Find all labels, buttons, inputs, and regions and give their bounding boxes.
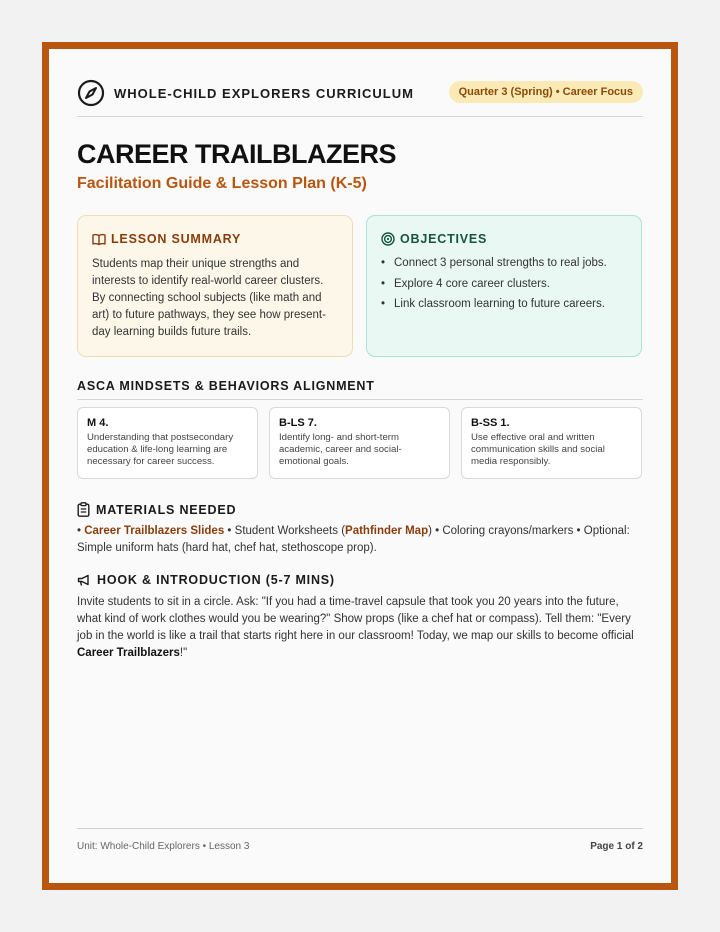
objectives-heading xyxy=(381,232,627,246)
asca-heading-text: ASCA MINDSETS & BEHAVIORS ALIGNMENT xyxy=(77,379,375,393)
hook-text xyxy=(77,594,643,662)
lesson-summary-card xyxy=(77,215,353,357)
objective-item: • Link classroom learning to future careers. xyxy=(381,297,627,311)
page-number: Page 1 of 2 xyxy=(590,841,643,852)
page-subtitle: Facilitation Guide & Lesson Plan (K-5) xyxy=(77,175,367,192)
materials-sep: • Student Worksheets ( xyxy=(224,525,346,537)
objective-item: • Explore 4 core career clusters. xyxy=(381,277,627,291)
brand xyxy=(77,79,414,107)
clipboard-icon xyxy=(77,502,90,517)
asca-text: Use effective oral and written communication skills and social media responsibly. xyxy=(471,432,605,467)
materials-heading-text: MATERIALS NEEDED xyxy=(96,502,237,517)
lesson-summary-heading xyxy=(92,232,338,246)
hook-end: !" xyxy=(179,647,188,659)
objectives-card xyxy=(366,215,642,357)
hook-heading xyxy=(77,573,335,587)
asca-code: B-SS 1. xyxy=(471,417,510,429)
asca-card xyxy=(269,407,450,479)
slides-link[interactable]: Career Trailblazers Slides xyxy=(84,525,225,537)
asca-text: Understanding that postsecondary education & life-long learning are necessary for career success. xyxy=(87,432,234,467)
page-content xyxy=(77,49,643,883)
objectives-title: OBJECTIVES xyxy=(400,232,488,246)
hook-heading-text: HOOK & INTRODUCTION (5-7 MINS) xyxy=(97,573,335,587)
header xyxy=(77,79,643,117)
asca-code: B-LS 7. xyxy=(279,417,317,429)
footer xyxy=(77,828,643,854)
compass-icon xyxy=(77,79,105,107)
page-frame xyxy=(42,42,678,890)
lesson-summary-title: LESSON SUMMARY xyxy=(111,232,242,246)
hook-body: Invite students to sit in a circle. Ask: "If you had a time-travel capsule that took you 20 years into the future, what kind of work clothes would you be wearing?" Show props (like a chef hat or compass). Tell them: "Every job in the world is like a trail that starts right here in our classroom! Today, we map our skills to become official xyxy=(77,596,634,642)
materials-bullet: • xyxy=(77,525,85,537)
objective-item: • Connect 3 personal strengths to real jobs. xyxy=(381,256,627,270)
book-icon xyxy=(92,233,106,246)
asca-cards xyxy=(77,407,643,479)
quarter-badge: Quarter 3 (Spring) • Career Focus xyxy=(449,81,643,103)
lesson-summary-text: Students map their unique strengths and interests to identify real-world career clusters. By connecting school subjects (like math and art) to future pathways, they see how present-day learning builds future trails. xyxy=(92,258,326,338)
materials-rest: ) • Coloring crayons/markers • Optional: Simple uniform hats (hard hat, chef hat, stethoscope prop). xyxy=(77,525,630,554)
pathfinder-map-link[interactable]: Pathfinder Map xyxy=(345,525,429,537)
target-icon xyxy=(381,232,395,246)
materials-heading xyxy=(77,502,236,517)
megaphone-icon xyxy=(77,574,91,587)
brand-name: WHOLE-CHILD EXPLORERS CURRICULUM xyxy=(114,85,414,101)
asca-heading xyxy=(77,379,643,400)
materials-text xyxy=(77,523,643,557)
page-title: CAREER TRAILBLAZERS xyxy=(77,139,396,169)
asca-code: M 4. xyxy=(87,417,109,429)
objectives-list xyxy=(381,256,627,311)
asca-card xyxy=(461,407,642,479)
footer-unit: Unit: Whole-Child Explorers • Lesson 3 xyxy=(77,841,250,852)
asca-card xyxy=(77,407,258,479)
hook-bold: Career Trailblazers xyxy=(77,647,180,659)
asca-text: Identify long- and short-term academic, career and social-emotional goals. xyxy=(279,432,402,467)
